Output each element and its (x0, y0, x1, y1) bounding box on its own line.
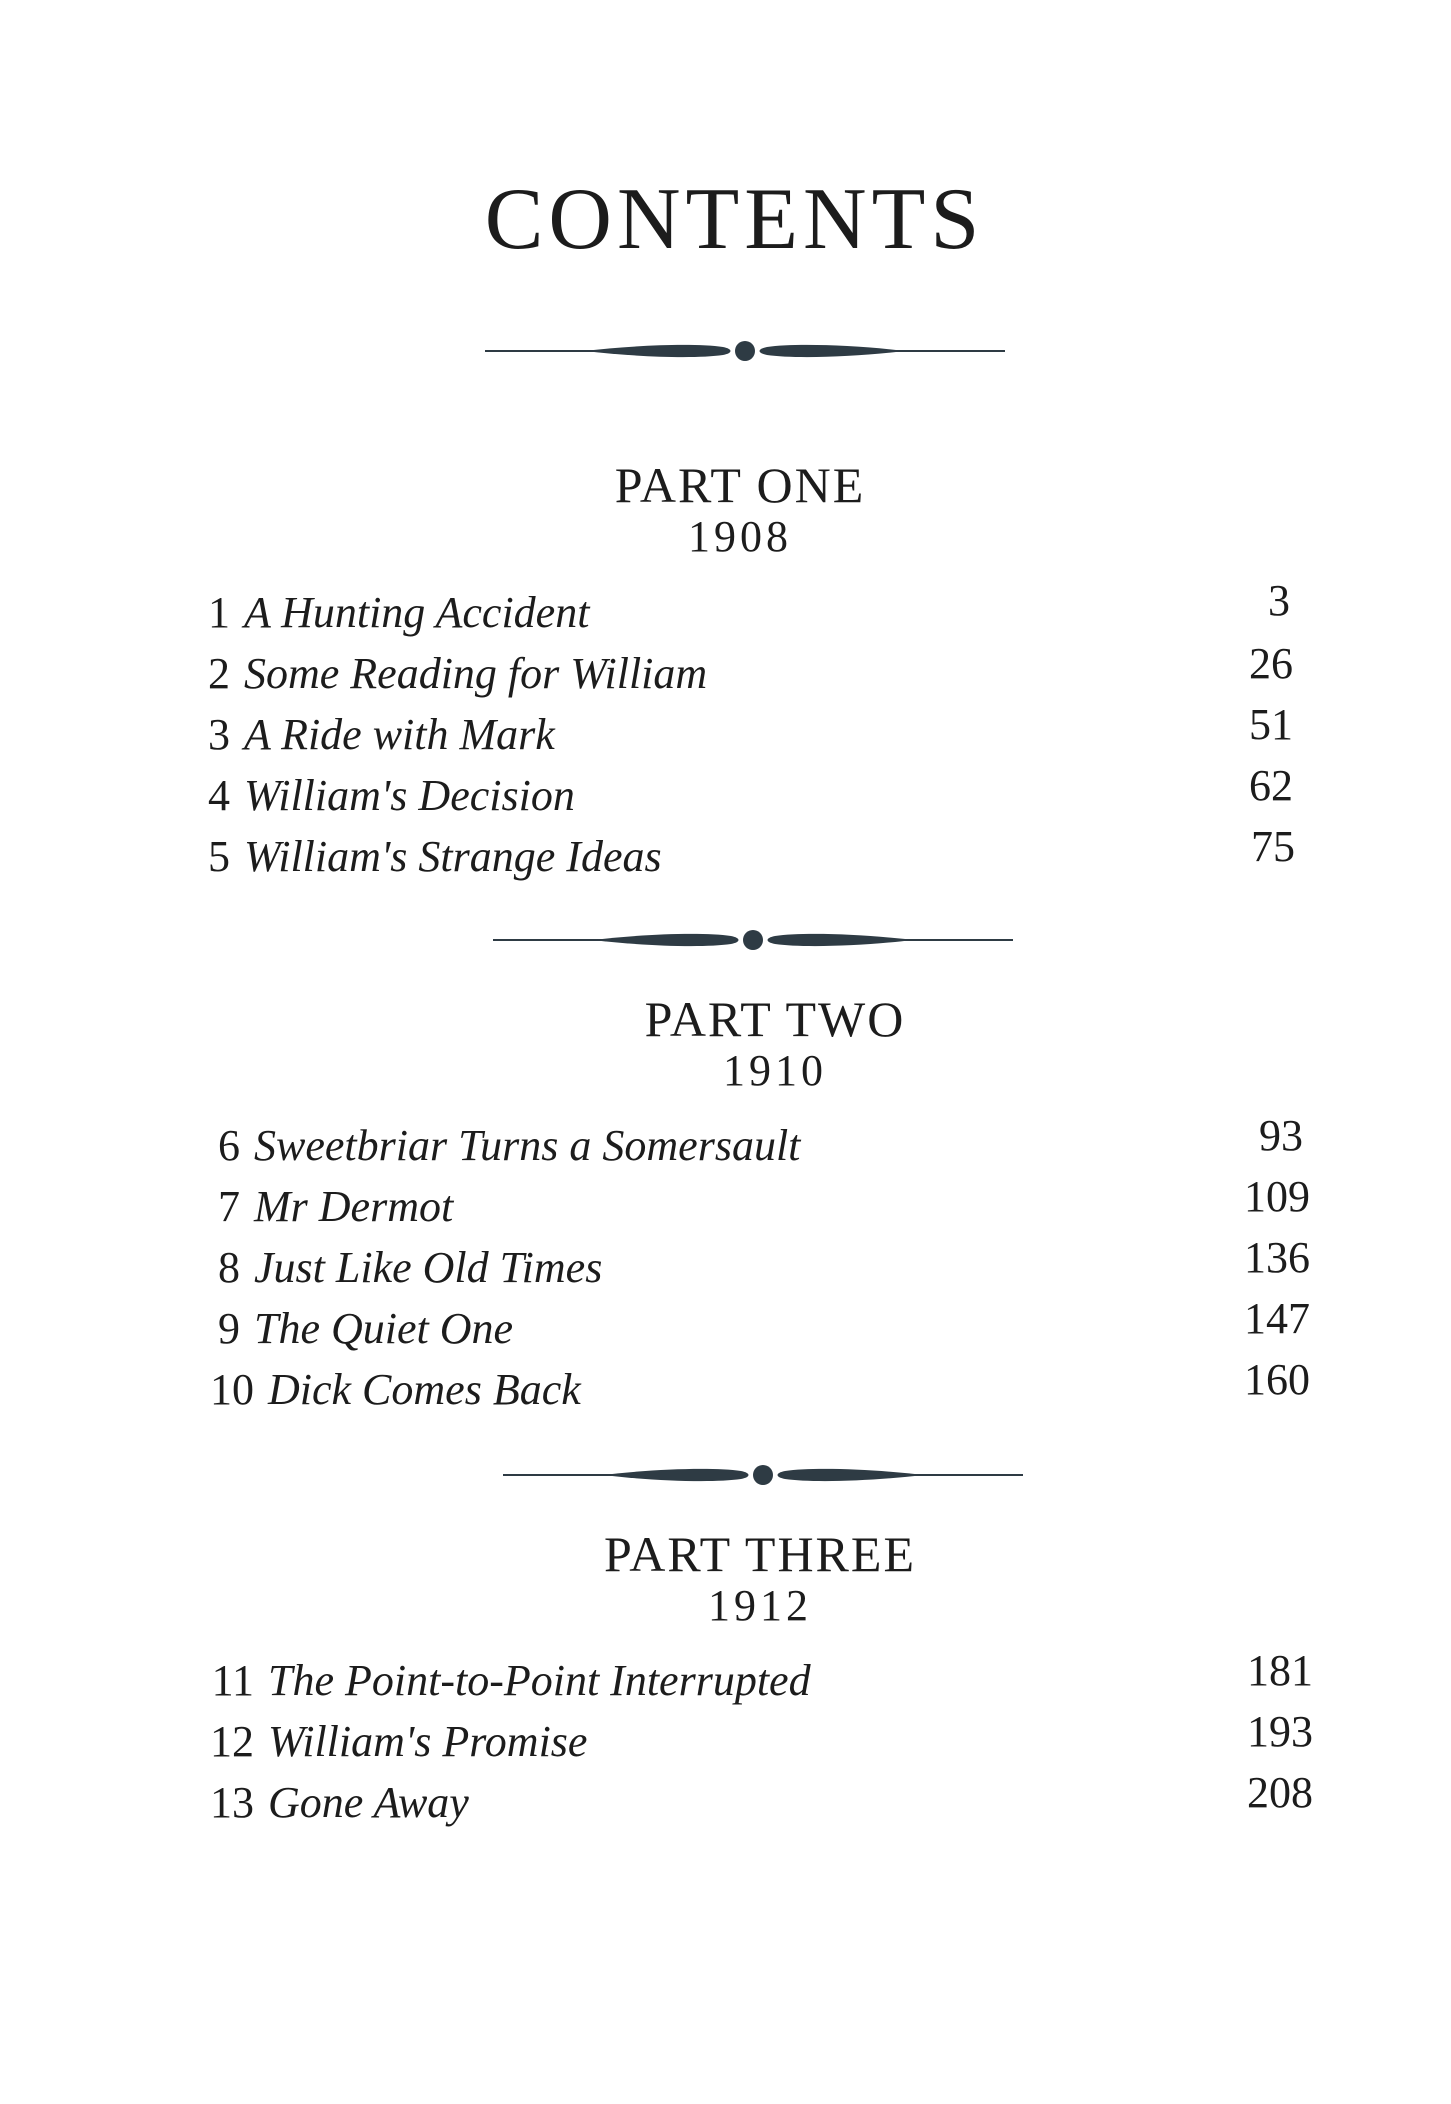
chapter-number: 12 (210, 1717, 254, 1766)
chapter-title: A Ride with Mark (244, 710, 555, 759)
chapter-page: 208 (1247, 1768, 1313, 1817)
chapter-page: 93 (1259, 1111, 1303, 1160)
chapter-title: Some Reading for William (244, 649, 708, 698)
chapter-title: William's Promise (268, 1717, 588, 1766)
part-year: 1912 (708, 1581, 812, 1630)
chapter-page: 109 (1244, 1172, 1310, 1221)
chapter-entry (190, 1768, 1330, 1833)
part-three-heading (560, 1527, 960, 1631)
chapter-number: 4 (208, 771, 230, 820)
chapter-number: 1 (208, 588, 230, 637)
chapter-page: 3 (1268, 576, 1290, 625)
chapter-entry (190, 1111, 1320, 1176)
chapter-number: 3 (208, 710, 230, 759)
chapter-title: Just Like Old Times (254, 1243, 603, 1292)
chapter-entry (190, 1646, 1330, 1711)
ornament-divider-icon (493, 925, 1013, 955)
chapter-number: 2 (208, 649, 230, 698)
chapter-number: 6 (218, 1121, 240, 1170)
page-title: CONTENTS (484, 171, 985, 268)
chapter-page: 181 (1247, 1646, 1313, 1695)
chapter-entry (190, 1355, 1320, 1420)
chapter-number: 9 (218, 1304, 240, 1353)
chapter-page: 193 (1247, 1707, 1313, 1756)
chapter-number: 8 (218, 1243, 240, 1292)
chapter-entry (190, 1172, 1320, 1237)
chapter-entry (190, 1233, 1320, 1298)
chapter-number: 7 (218, 1182, 240, 1231)
chapter-page: 26 (1249, 639, 1293, 688)
part-label: PART ONE (614, 457, 866, 513)
chapter-number: 10 (210, 1365, 254, 1414)
chapter-entry (190, 1707, 1330, 1772)
chapter-page: 160 (1244, 1355, 1310, 1404)
ornament-divider-icon (485, 336, 1005, 366)
chapter-page: 136 (1244, 1233, 1310, 1282)
chapter-page: 62 (1249, 761, 1293, 810)
part-year: 1910 (723, 1046, 827, 1095)
chapter-title: William's Decision (244, 771, 575, 820)
chapter-entry (190, 822, 1310, 887)
chapter-title: The Point-to-Point Interrupted (268, 1656, 811, 1705)
part-label: PART THREE (604, 1526, 916, 1582)
chapter-number: 5 (208, 832, 230, 881)
chapter-title: Dick Comes Back (268, 1365, 581, 1414)
chapter-title: A Hunting Accident (244, 588, 590, 637)
chapter-page: 147 (1244, 1294, 1310, 1343)
ornament-divider-icon (503, 1460, 1023, 1490)
chapter-entry (190, 639, 1310, 704)
part-two-heading (575, 992, 975, 1096)
chapter-title: William's Strange Ideas (244, 832, 662, 881)
chapter-entry (190, 576, 1310, 643)
part-label: PART TWO (644, 991, 906, 1047)
chapter-title: The Quiet One (254, 1304, 514, 1353)
chapter-entry (190, 700, 1310, 765)
chapter-title: Gone Away (268, 1778, 469, 1827)
chapter-entry (190, 1294, 1320, 1359)
chapter-entry (190, 761, 1310, 826)
chapter-number: 13 (210, 1778, 254, 1827)
part-year: 1908 (688, 512, 792, 561)
chapter-title: Mr Dermot (254, 1182, 454, 1231)
chapter-number: 11 (211, 1656, 254, 1705)
part-one-heading (540, 458, 940, 562)
chapter-page: 51 (1249, 700, 1293, 749)
chapter-title: Sweetbriar Turns a Somersault (254, 1121, 801, 1170)
chapter-page: 75 (1251, 822, 1295, 871)
